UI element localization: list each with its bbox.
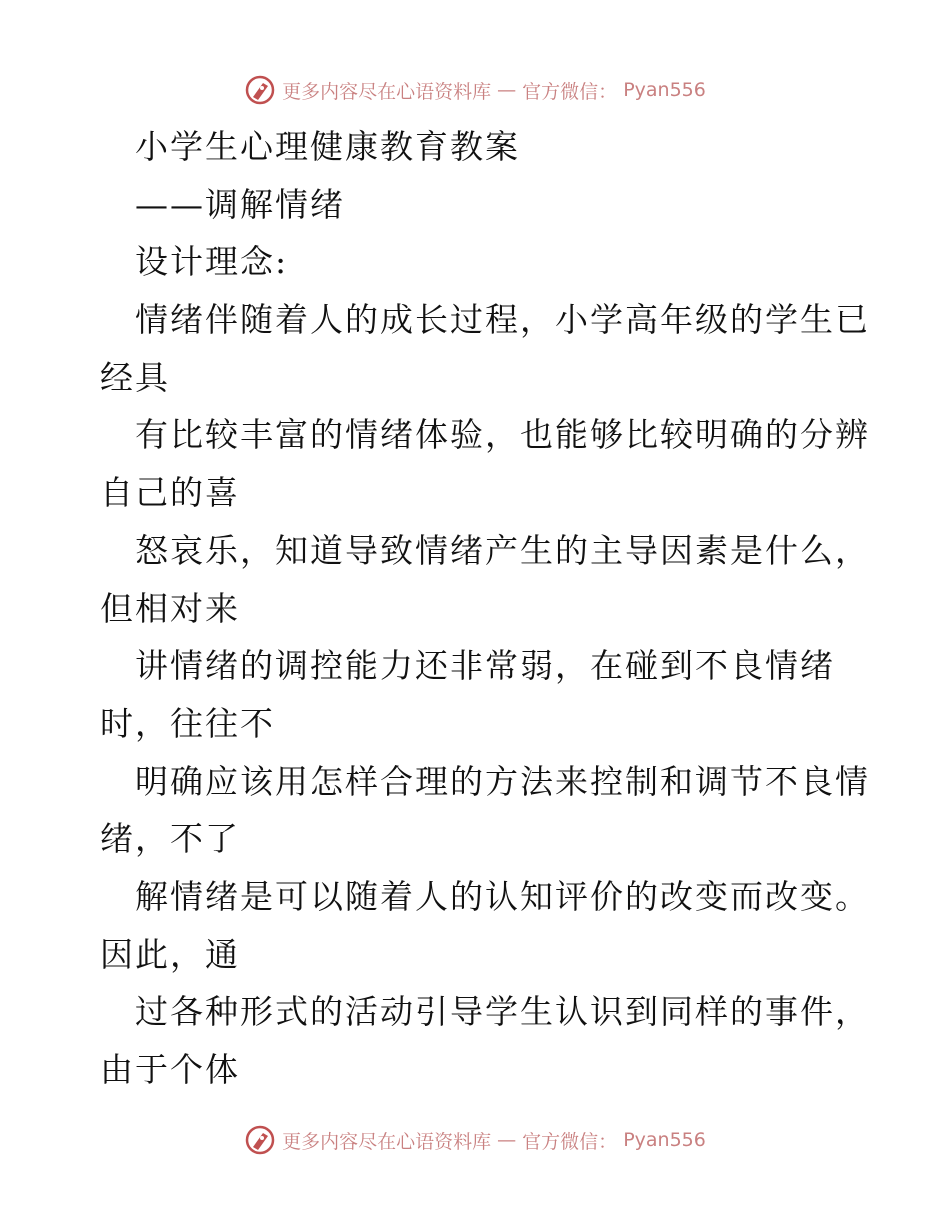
banner-wechat-id: Pyan556: [623, 79, 706, 101]
banner-wechat-label: 官方微信：: [522, 80, 618, 103]
paragraph-line: 因此，通: [100, 934, 240, 974]
paragraph-line: 时，往往不: [100, 703, 275, 743]
document-body: [100, 118, 870, 1099]
banner-text: 更多内容尽在心语资料库: [282, 80, 492, 103]
banner-separator: —: [497, 1129, 517, 1151]
pen-nib-logo-icon: [244, 1124, 276, 1156]
paragraph-line: 经具: [100, 357, 170, 397]
pen-nib-logo-icon: [244, 74, 276, 106]
paragraph-line: 过各种形式的活动引导学生认识到同样的事件，: [135, 992, 870, 1032]
paragraph-line: 讲情绪的调控能力还非常弱，在碰到不良情绪: [135, 646, 835, 686]
banner-wechat-id: Pyan556: [623, 1129, 706, 1151]
paragraph-line: 自己的喜: [100, 473, 240, 513]
paragraph-line: 但相对来: [100, 588, 240, 628]
header-watermark-banner: [0, 70, 950, 110]
paragraph-line: 有比较丰富的情绪体验，也能够比较明确的分辨: [135, 415, 870, 455]
section-heading: 设计理念:: [135, 242, 289, 282]
document-title: 小学生心理健康教育教案: [135, 127, 520, 166]
paragraph-line: 由于个体: [100, 1050, 240, 1089]
document-subtitle: ——调解情绪: [135, 184, 345, 224]
paragraph-line: 绪，不了: [100, 819, 240, 859]
banner-wechat-label: 官方微信：: [522, 1130, 618, 1153]
paragraph-line: 明确应该用怎样合理的方法来控制和调节不良情: [135, 761, 870, 801]
paragraph-line: 怒哀乐，知道导致情绪产生的主导因素是什么，: [135, 530, 870, 570]
paragraph-line: 情绪伴随着人的成长过程，小学高年级的学生已: [135, 300, 870, 340]
banner-separator: —: [497, 79, 517, 101]
footer-watermark-banner: [0, 1120, 950, 1160]
paragraph-line: 解情绪是可以随着人的认知评价的改变而改变。: [135, 876, 870, 916]
banner-text: 更多内容尽在心语资料库: [282, 1130, 492, 1153]
